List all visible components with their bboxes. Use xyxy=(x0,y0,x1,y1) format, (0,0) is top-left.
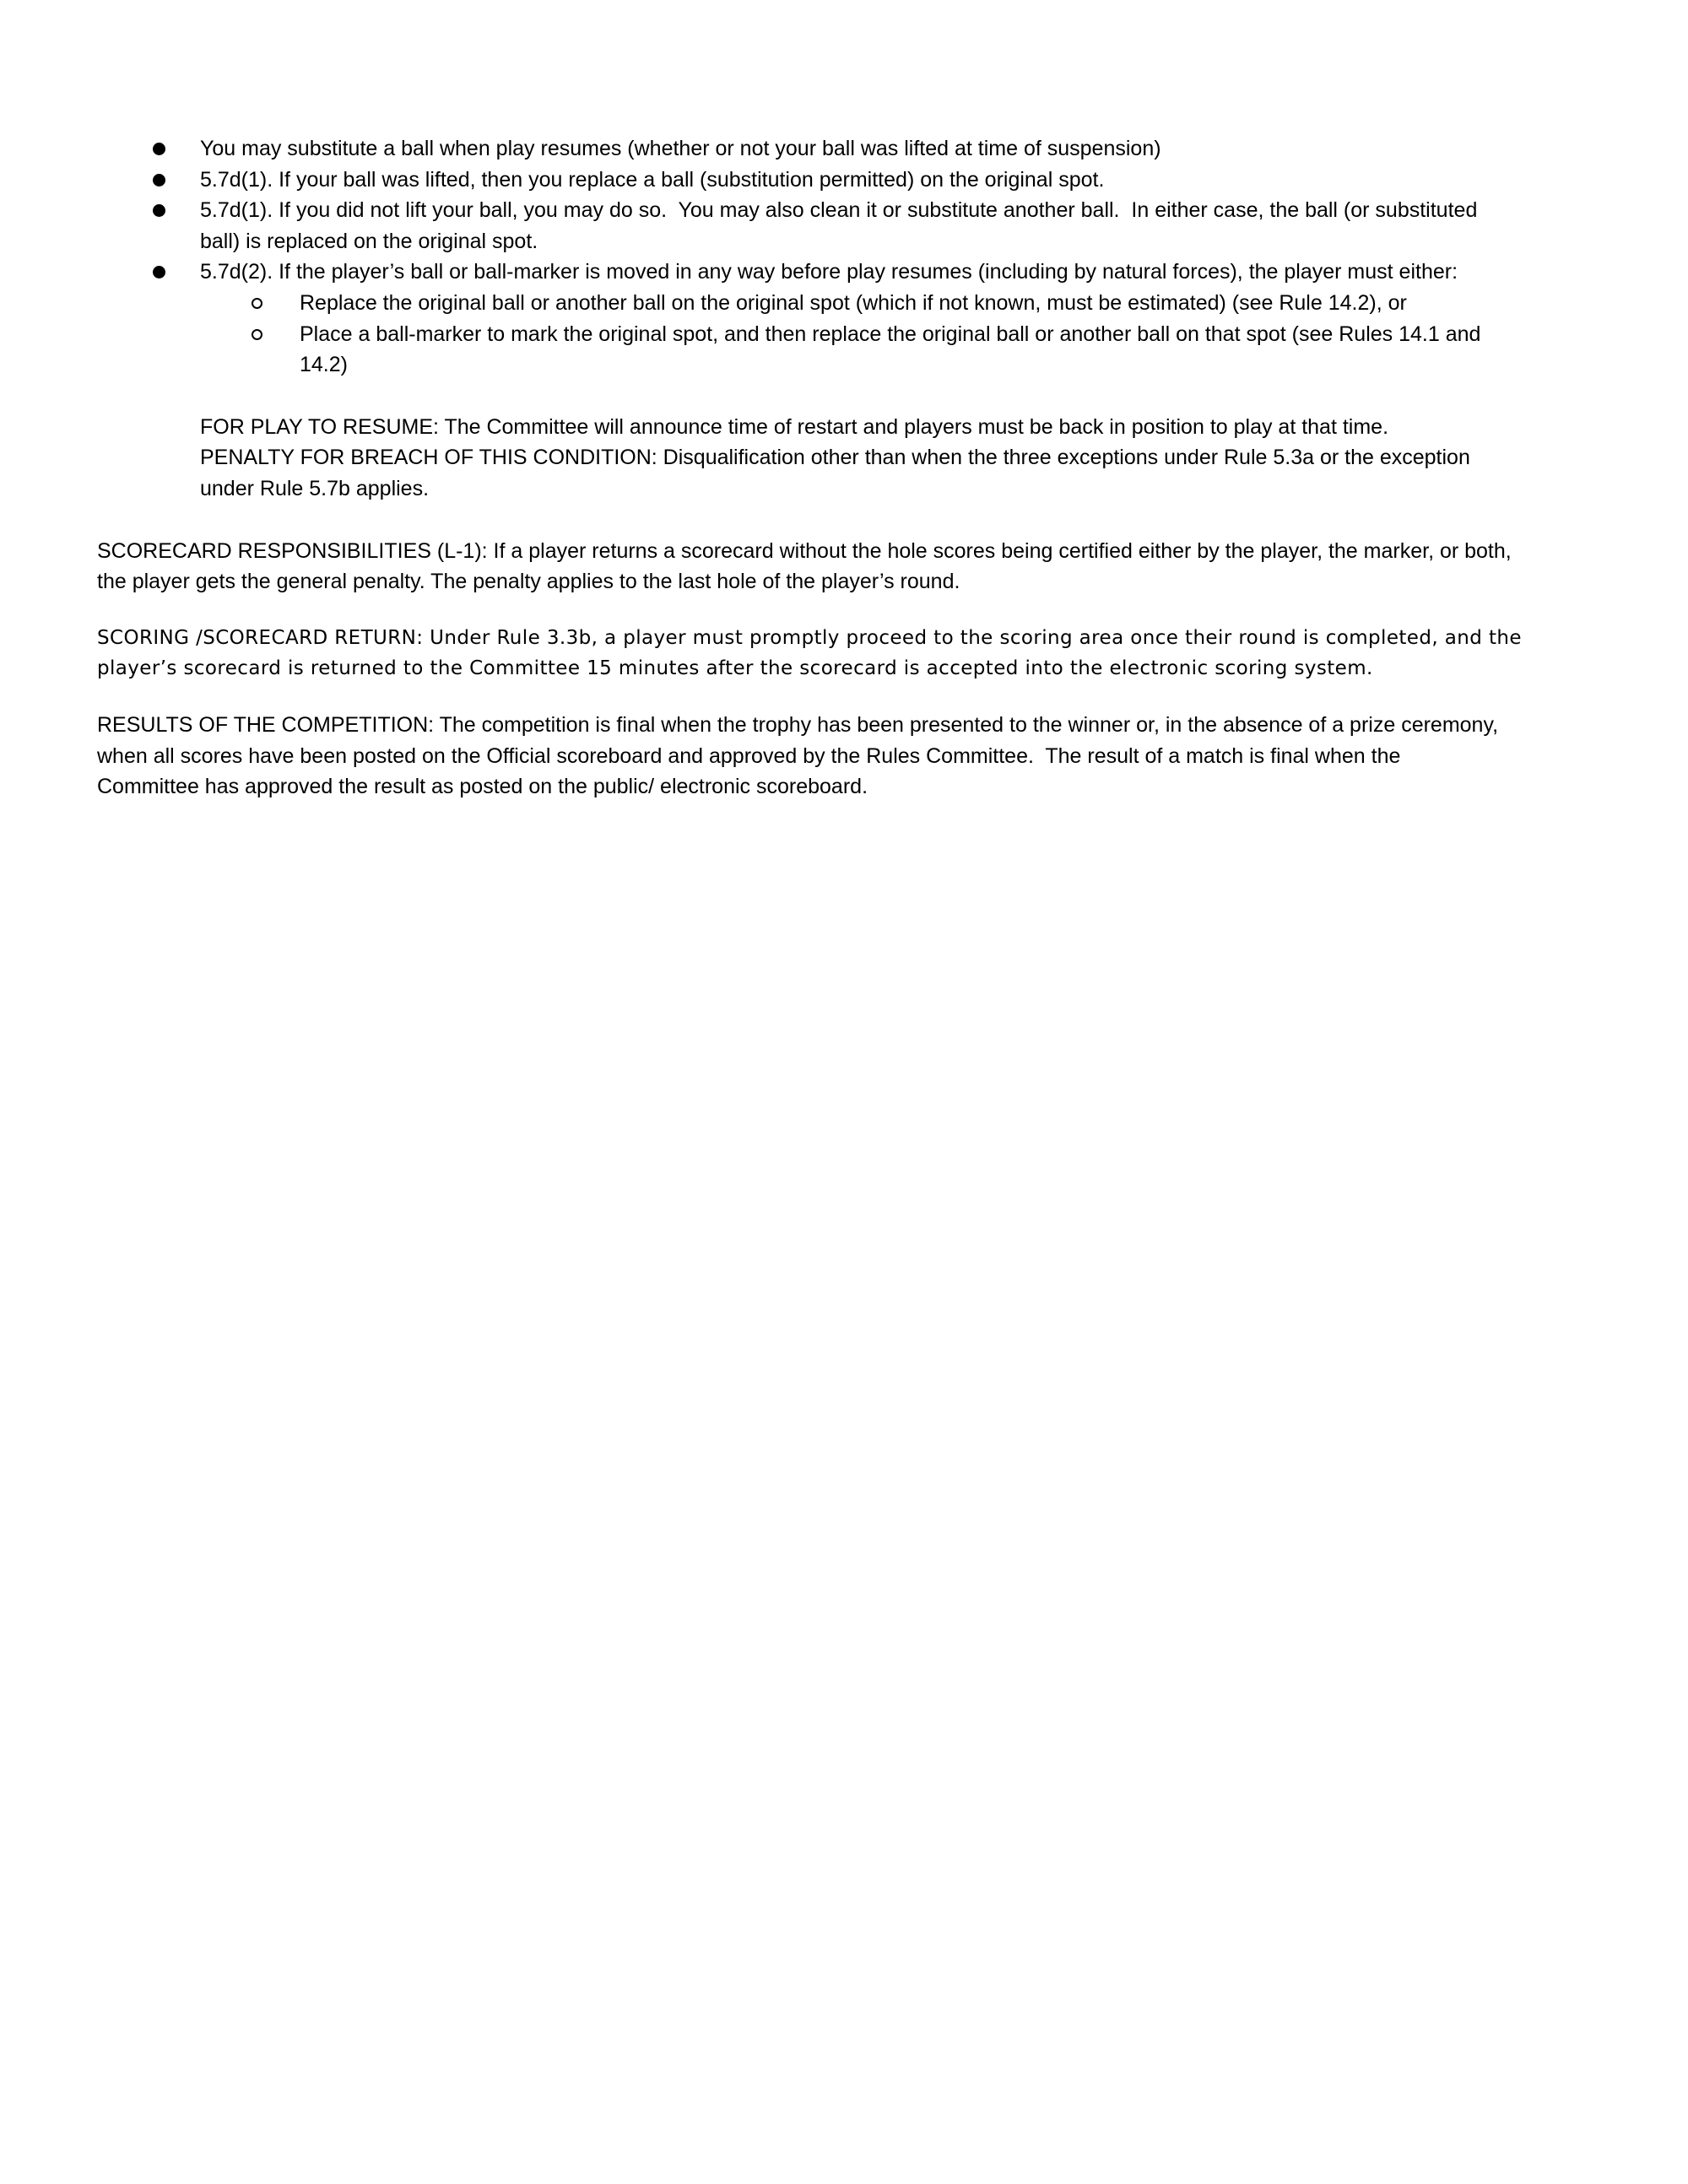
bullet-item-line: 5.7d(2). If the player’s ball or ball-marker is moved in any way before play resumes (including by natural forces), the player must either: xyxy=(200,260,1458,284)
sub-bullet-item xyxy=(97,319,1591,381)
filled-bullet-icon xyxy=(153,143,165,155)
bullet-item xyxy=(97,195,1591,257)
filled-bullet-icon xyxy=(153,204,165,217)
page-content xyxy=(97,133,1591,803)
text-line: under Rule 5.7b applies. xyxy=(200,476,430,500)
filled-bullet-icon xyxy=(153,266,165,278)
text-line: player’s scorecard is returned to the Committee 15 minutes after the scorecard is accepted into the electronic scoring system. xyxy=(97,657,1373,680)
text-line: SCORING /SCORECARD RETURN: Under Rule 3.3b, a player must promptly proceed to the scoring area once their round is completed, and the xyxy=(97,626,1522,649)
text-line: FOR PLAY TO RESUME: The Committee will announce time of restart and players must be back in position to play at that time. xyxy=(200,414,1389,439)
hollow-bullet-icon xyxy=(252,298,262,309)
hollow-bullet-icon xyxy=(252,329,262,340)
text-line: SCORECARD RESPONSIBILITIES (L-1): If a player returns a scorecard without the hole scores being certified either by the player, the marker, or both, xyxy=(97,538,1512,563)
bullet-list xyxy=(97,133,1591,381)
scoring-scorecard-return-paragraph xyxy=(97,623,1591,684)
text-line: PENALTY FOR BREACH OF THIS CONDITION: Disqualification other than when the three exceptions under Rule 5.3a or the exception xyxy=(200,446,1470,470)
bullet-item-line: You may substitute a ball when play resumes (whether or not your ball was lifted at time of suspension) xyxy=(200,137,1161,160)
bullet-item xyxy=(97,133,1591,165)
bullet-item xyxy=(97,165,1591,196)
results-of-competition-paragraph xyxy=(97,710,1591,803)
text-line: when all scores have been posted on the Official scoreboard and approved by the Rules Committee. The result of a match is final when the xyxy=(97,743,1401,768)
sub-bullet-item xyxy=(97,288,1591,319)
filled-bullet-icon xyxy=(153,174,165,187)
text-line: the player gets the general penalty. The penalty applies to the last hole of the player’s round. xyxy=(97,570,960,594)
sub-bullet-item-line: Place a ball-marker to mark the original spot, and then replace the original ball or another ball on that spot (see Rules 14.1 and xyxy=(300,322,1481,346)
bullet-item xyxy=(97,257,1591,288)
resume-penalty-block xyxy=(200,412,1591,505)
sub-bullet-item-line: 14.2) xyxy=(300,353,348,377)
text-line: RESULTS OF THE COMPETITION: The competition is final when the trophy has been presented to the winner or, in the absence of a prize ceremony, xyxy=(97,712,1499,737)
bullet-item-line: 5.7d(1). If you did not lift your ball, you may do so. You may also clean it or substitute another ball. In either case, the ball (or substituted xyxy=(200,198,1478,223)
bullet-item-line: ball) is replaced on the original spot. xyxy=(200,229,538,253)
scorecard-responsibilities-paragraph xyxy=(97,536,1591,597)
text-line: Committee has approved the result as posted on the public/ electronic scoreboard. xyxy=(97,775,868,799)
bullet-item-line: 5.7d(1). If your ball was lifted, then you replace a ball (substitution permitted) on the original spot. xyxy=(200,167,1105,192)
sub-bullet-item-line: Replace the original ball or another ball on the original spot (which if not known, must be estimated) (see Rule 14.2), or xyxy=(300,290,1407,315)
